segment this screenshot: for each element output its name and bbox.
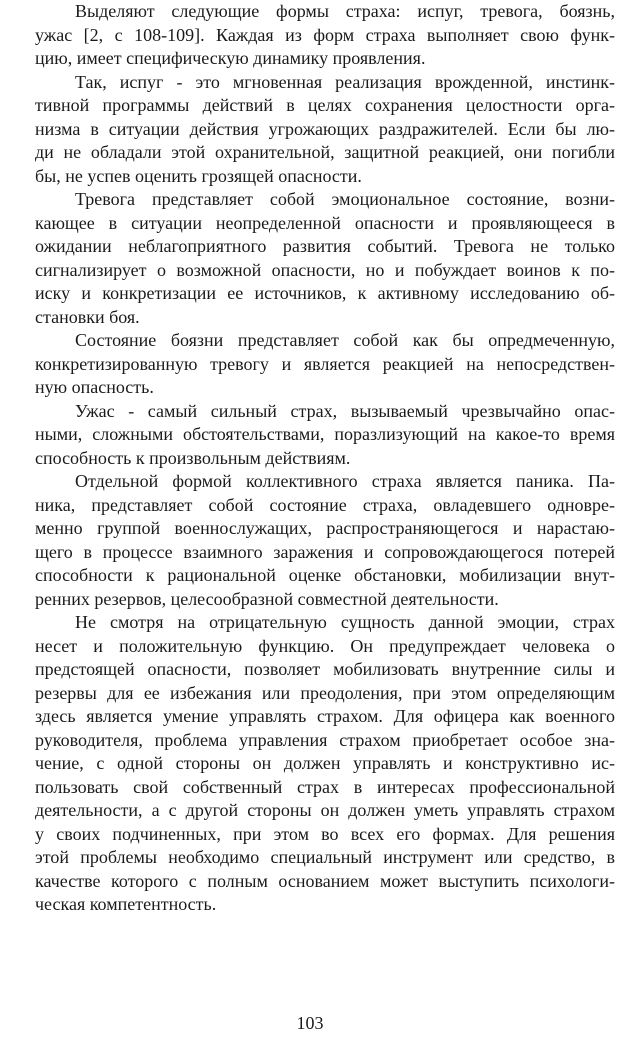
text-line: деятельности, а с другой стороны он должен уметь управлять страхом: [35, 800, 615, 820]
text-line: у своих подчиненных, при этом во всех его формах. Для решения: [35, 823, 615, 844]
paragraph: [35, 188, 615, 329]
text-line: иску и конкретизации ее источников, к активному исследованию об-: [35, 283, 615, 303]
text-line: качестве которого с полным основанием может выступить психологи-: [35, 870, 615, 891]
text-line: предстоящей опасности, позволяет мобилизовать внутренние силы и: [35, 659, 615, 679]
text-line: менно группой военнослужащих, распространяющегося и нарастаю-: [35, 518, 615, 538]
text-line: Тревога представляет собой эмоциональное состояние, возни-: [75, 189, 615, 209]
text-line: кающее в ситуации неопределенной опасности и проявляющееся в: [35, 212, 615, 233]
paragraph: [35, 329, 615, 400]
text-line: щего в процессе взаимного заражения и сопровождающегося потерей: [35, 541, 615, 562]
text-line: низма в ситуации действия угрожающих раздражителей. Если бы лю-: [35, 118, 615, 139]
text-line: бы, не успев оценить грозящей опасности.: [35, 165, 362, 186]
paragraph: [35, 0, 615, 71]
text-line: ожидании неблагоприятного развития событий. Тревога не только: [35, 236, 615, 256]
text-line: Состояние боязни представляет собой как бы опредмеченную,: [75, 330, 615, 350]
paragraph: [35, 611, 615, 917]
text-line: Так, испуг - это мгновенная реализация врожденной, инстинк-: [75, 71, 615, 92]
text-line: Не смотря на отрицательную сущность данной эмоции, страх: [75, 612, 615, 632]
paragraph: [35, 400, 615, 471]
text-line: этой проблемы необходимо специальный инструмент или средство, в: [35, 847, 615, 867]
text-line: чение, с одной стороны он должен управлять и конструктивно ис-: [35, 753, 615, 773]
text-line: ужас [2, с 108-109]. Каждая из форм страха выполняет свою функ-: [35, 24, 615, 45]
text-line: Ужас - самый сильный страх, вызываемый чрезвычайно опас-: [75, 400, 615, 421]
text-line: ди не обладали этой охранительной, защитной реакцией, они погибли: [35, 142, 615, 162]
text-line: ную опасность.: [35, 377, 154, 397]
text-line: цию, имеет специфическую динамику проявления.: [35, 48, 426, 68]
paragraph: [35, 470, 615, 611]
text-line: сигнализирует о возможной опасности, но и побуждает воинов к по-: [35, 259, 615, 280]
text-line: здесь является умение управлять страхом. Для офицера как военного: [35, 706, 615, 726]
text-line: ческая компетентность.: [35, 894, 217, 914]
text-line: руководителя, проблема управления страхом приобретает особое зна-: [35, 729, 615, 750]
paragraph: [35, 71, 615, 189]
text-line: пользовать свой собственный страх в интересах профессиональной: [35, 776, 615, 797]
text-line: резервы для ее избежания или преодоления, при этом определяющим: [35, 682, 615, 703]
text-line: способности к рациональной оценке обстановки, мобилизации внут-: [35, 565, 615, 585]
text-line: становки боя.: [35, 306, 140, 327]
text-line: ными, сложными обстоятельствами, поразлизующий на какое-то время: [35, 424, 615, 444]
text-line: ренних резервов, целесообразной совместной деятельности.: [35, 588, 499, 609]
text-line: способность к произвольным действиям.: [35, 447, 351, 468]
body-text: [35, 0, 615, 917]
text-line: Отдельной формой коллективного страха является паника. Па-: [75, 471, 615, 491]
page-number: 103: [296, 1013, 324, 1033]
text-line: несет и положительную функцию. Он предупреждает человека о: [35, 635, 615, 656]
text-line: ника, представляет собой состояние страха, овладевшего одновре-: [35, 494, 615, 515]
text-line: Выделяют следующие формы страха: испуг, тревога, боязнь,: [75, 1, 615, 21]
text-line: тивной программы действий в целях сохранения целостности орга-: [35, 95, 615, 115]
text-line: конкретизированную тревогу и является реакцией на непосредствен-: [35, 353, 615, 374]
